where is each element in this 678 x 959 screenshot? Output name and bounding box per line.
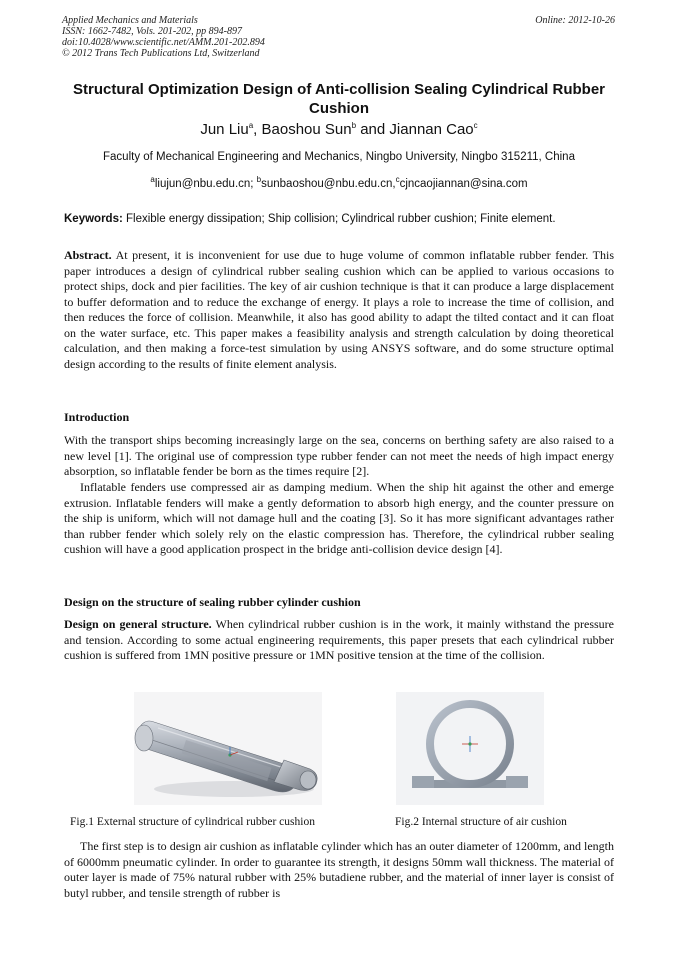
cylinder-render <box>134 692 322 805</box>
abstract-text: At present, it is inconvenient for use due to huge volume of common inflatable rubber fender. This paper introduces a design of cylindrical rubber sealing cushion which can be applied to various occasions to protect ships, dock and pier facilities. The key of air cushion technique is that it can produce a large displacement to buffer deformation and to reduce the exchange of energy. It plays a role to increase the time of collision, and then reduces the force of collision. Meanwhile, it also has good ability to adapt the tilted contact and it can float on the water surface, etc. This paper makes a feasibility analysis and strength calculation by doing theoretical calculation, and then making a force-test simulation by using ANSYS software, and do some structure optimal design according to the results of finite element analysis. <box>64 248 614 371</box>
design-text: When cylindrical rubber cushion is in the work, it mainly withstand the pressure and tension. According to some actual engineering requirements, this paper presets that each cylindrical rubber cushion is suffered from 1MN positive pressure or 1MN positive tension at the time of the collision. <box>64 617 614 662</box>
journal-header <box>62 15 265 59</box>
email-sup: c <box>395 175 400 185</box>
figure-2-caption: Fig.2 Internal structure of air cushion <box>395 816 567 828</box>
design-label: Design on general structure. <box>64 617 212 631</box>
affiliation: Faculty of Mechanical Engineering and Mechanics, Ningbo University, Ningbo 315211, China <box>103 151 575 163</box>
author-separator: , <box>253 121 262 138</box>
email-address: liujun@nbu.edu.cn; <box>154 178 257 190</box>
keywords-text: Flexible energy dissipation; Ship collision; Cylindrical rubber cushion; Finite element. <box>122 213 556 225</box>
online-date: Online: 2012-10-26 <box>535 15 615 26</box>
email-list <box>60 177 618 191</box>
email-sup: b <box>256 175 262 185</box>
keywords-label: Keywords: <box>64 213 123 225</box>
figure-1-caption: Fig.1 External structure of cylindrical rubber cushion <box>70 816 315 828</box>
author-name: Jiannan Cao <box>389 121 474 138</box>
abstract-label: Abstract. <box>64 248 112 262</box>
paper-title: Structural Optimization Design of Anti-collision Sealing Cylindrical Rubber Cushion <box>73 81 605 117</box>
abstract <box>64 248 614 372</box>
journal-name: Applied Mechanics and Materials <box>62 15 198 26</box>
author-sup: c <box>473 121 478 130</box>
issn-line: ISSN: 1662-7482, Vols. 201-202, pp 894-897 <box>62 26 242 37</box>
email-address: sunbaoshou@nbu.edu.cn, <box>261 178 396 190</box>
section-heading-introduction: Introduction <box>64 410 130 424</box>
internal-frame-render <box>396 692 544 805</box>
copyright-line: © 2012 Trans Tech Publications Ltd, Switzerland <box>62 48 260 59</box>
figure-1-image <box>134 692 322 805</box>
author-sup: a <box>248 121 254 130</box>
intro-paragraph-2: Inflatable fenders use compressed air as damping medium. When the ship hit against the other and emerge extrusion. Inflatable fenders will make a gently deformation to absorb high energy, and the counter pressure on the ship is uniform, which will not damage hull and the coating [3]. So it has more significant advantages rather than rubber fender which solely rely on the elastic compression has. Therefore, the cylindrical rubber sealing cushion will have a good application prospect in the bridge anti-collision device design [4]. <box>64 480 614 556</box>
author-name: Baoshou Sun <box>261 121 352 138</box>
keywords <box>64 212 616 226</box>
author-list <box>60 121 618 139</box>
intro-paragraph-1: With the transport ships becoming increasingly large on the sea, concerns on berthing safety are also raised to a new level [1]. The original use of compression type rubber fender can not meet the needs of high impact energy absorption, so inflatable fender be born as the times require [2]. <box>64 433 614 478</box>
figure-2-image <box>396 692 544 805</box>
design-paragraph <box>64 617 614 664</box>
body-paragraph-step: The first step is to design air cushion as inflatable cylinder which has an outer diameter of 1200mm, and length of 6000mm pneumatic cylinder. In order to guarantee its strength, it designs 50mm wall thickness. The material of outer layer is made of 75% natural rubber with 25% butadiene rubber, and the material of inner layer is consist of butyl rubber, and tensile strength of rubber is <box>64 839 614 900</box>
author-and: and <box>356 121 390 138</box>
doi-line: doi:10.4028/www.scientific.net/AMM.201-202.894 <box>62 37 265 48</box>
author-name: Jun Liu <box>200 121 249 138</box>
email-address: cjncaojiannan@sina.com <box>399 178 528 190</box>
section-heading-design: Design on the structure of sealing rubber cylinder cushion <box>64 595 361 609</box>
email-sup: a <box>150 175 155 185</box>
author-sup: b <box>351 121 357 130</box>
